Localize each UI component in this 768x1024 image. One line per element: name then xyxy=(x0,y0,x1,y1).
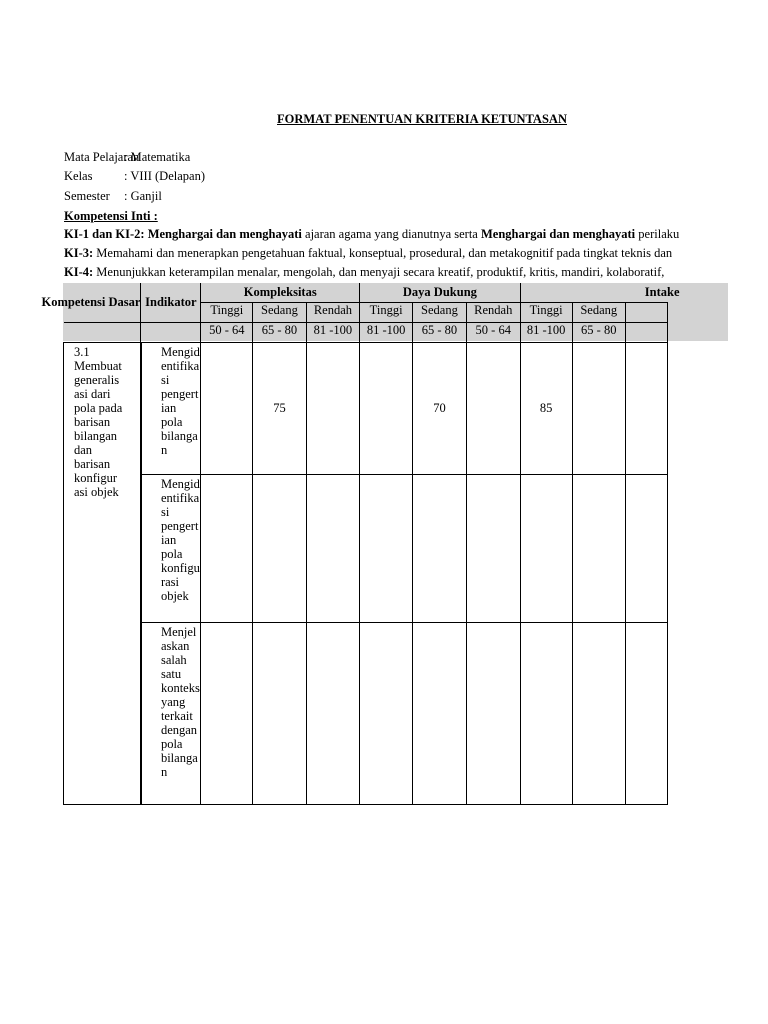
value-cell xyxy=(201,343,253,475)
value-cell xyxy=(625,343,667,475)
criteria-table xyxy=(41,283,680,805)
ki-1-2-bold-2: Menghargai dan menghayati xyxy=(480,227,636,241)
ki-4-label: KI-4: xyxy=(64,265,97,279)
value-cell xyxy=(466,623,520,805)
header-row-groups xyxy=(64,283,668,303)
value-cell xyxy=(572,343,625,475)
range-value xyxy=(625,323,667,343)
value-cell xyxy=(253,623,306,805)
range-value: 65 - 80 xyxy=(412,323,466,343)
value-cell: 75 xyxy=(253,343,306,475)
header-intake: Intake xyxy=(520,283,667,303)
header-indikator: Indikator xyxy=(141,283,201,323)
meta-class-label: Kelas xyxy=(64,169,93,183)
ki-1-2-text-1: ajaran agama yang dianutnya serta xyxy=(301,227,481,241)
level-label: Tinggi xyxy=(520,303,572,323)
indikator-text: Menjel askan salah satu konteks yang terkait dengan pola bilanga n xyxy=(160,625,200,779)
indikator-text: Mengid entifika si pengert ian pola konfigu rasi objek xyxy=(160,477,200,603)
range-value: 81 -100 xyxy=(306,323,360,343)
meta-subject-value: : Matematika xyxy=(124,150,191,164)
value-cell xyxy=(360,343,413,475)
kompetensi-inti-heading: Kompetensi Inti : xyxy=(64,209,158,223)
meta-semester-label: Semester xyxy=(64,189,110,203)
ki-1-2-text-2: perilaku xyxy=(635,227,680,241)
ki-3-line xyxy=(64,245,673,261)
value-cell xyxy=(360,475,413,623)
meta-semester xyxy=(64,189,162,204)
range-value: 65 - 80 xyxy=(253,323,306,343)
meta-class-value: : VIII (Delapan) xyxy=(124,169,205,183)
value-cell xyxy=(466,475,520,623)
level-label: Rendah xyxy=(306,303,360,323)
value-cell xyxy=(306,343,360,475)
meta-semester-value: : Ganjil xyxy=(124,189,162,203)
header-kompetensi-dasar: Kompetensi Dasar xyxy=(64,283,141,323)
ki-4-line xyxy=(64,264,668,280)
value-cell xyxy=(412,475,466,623)
meta-subject xyxy=(64,150,190,165)
level-label xyxy=(625,303,667,323)
table-row xyxy=(64,623,668,805)
value-cell: 70 xyxy=(412,343,466,475)
ki-3-text: Memahami dan menerapkan pengetahuan faktual, konseptual, prosedural, dan metakognitif pada tingkat teknis dan xyxy=(96,246,673,260)
range-value: 50 - 64 xyxy=(201,323,253,343)
value-cell xyxy=(306,475,360,623)
kd-cell xyxy=(64,343,141,805)
range-value: 81 -100 xyxy=(520,323,572,343)
ki-1-2-line xyxy=(64,226,680,242)
indikator-cell xyxy=(141,343,201,475)
indikator-text: Mengid entifika si pengert ian pola bilanga n xyxy=(160,345,200,457)
level-label: Sedang xyxy=(572,303,625,323)
value-cell xyxy=(201,623,253,805)
value-cell xyxy=(306,623,360,805)
header-daya-dukung: Daya Dukung xyxy=(360,283,520,303)
kd-text: 3.1 Membuat generalis asi dari pola pada barisan bilangan dan barisan konfigur asi objek xyxy=(74,345,123,499)
value-cell xyxy=(412,623,466,805)
meta-class xyxy=(64,169,205,184)
ki-3-label: KI-3: xyxy=(64,246,97,260)
criteria-table-viewport xyxy=(41,283,680,803)
table-row xyxy=(64,343,668,475)
indikator-cell xyxy=(141,475,201,623)
value-cell xyxy=(572,475,625,623)
value-cell xyxy=(201,475,253,623)
range-value: 65 - 80 xyxy=(572,323,625,343)
meta-subject-label: Mata Pelajaran xyxy=(64,150,140,164)
value-cell xyxy=(253,475,306,623)
value-cell xyxy=(520,475,572,623)
document-title: FORMAT PENENTUAN KRITERIA KETUNTASAN xyxy=(277,112,567,126)
value-cell xyxy=(625,475,667,623)
ki-1-2-label: KI-1 dan KI-2: xyxy=(64,227,148,241)
level-label: Sedang xyxy=(412,303,466,323)
value-cell xyxy=(360,623,413,805)
level-label: Tinggi xyxy=(360,303,413,323)
range-spacer xyxy=(64,323,141,343)
range-value: 81 -100 xyxy=(360,323,413,343)
value-cell xyxy=(466,343,520,475)
level-label: Tinggi xyxy=(201,303,253,323)
level-label: Rendah xyxy=(466,303,520,323)
ki-4-text: Menunjukkan keterampilan menalar, mengolah, dan menyaji secara kreatif, produktif, kritis, mandiri, kolaboratif, xyxy=(96,265,665,279)
range-spacer xyxy=(141,323,201,343)
header-row-ranges xyxy=(64,323,668,343)
value-cell xyxy=(625,623,667,805)
header-kompleksitas: Kompleksitas xyxy=(201,283,360,303)
range-value: 50 - 64 xyxy=(466,323,520,343)
value-cell: 85 xyxy=(520,343,572,475)
level-label: Sedang xyxy=(253,303,306,323)
value-cell xyxy=(520,623,572,805)
value-cell xyxy=(572,623,625,805)
ki-1-2-bold-1: Menghargai dan menghayati xyxy=(147,227,302,241)
indikator-cell xyxy=(141,623,201,805)
table-row xyxy=(64,475,668,623)
